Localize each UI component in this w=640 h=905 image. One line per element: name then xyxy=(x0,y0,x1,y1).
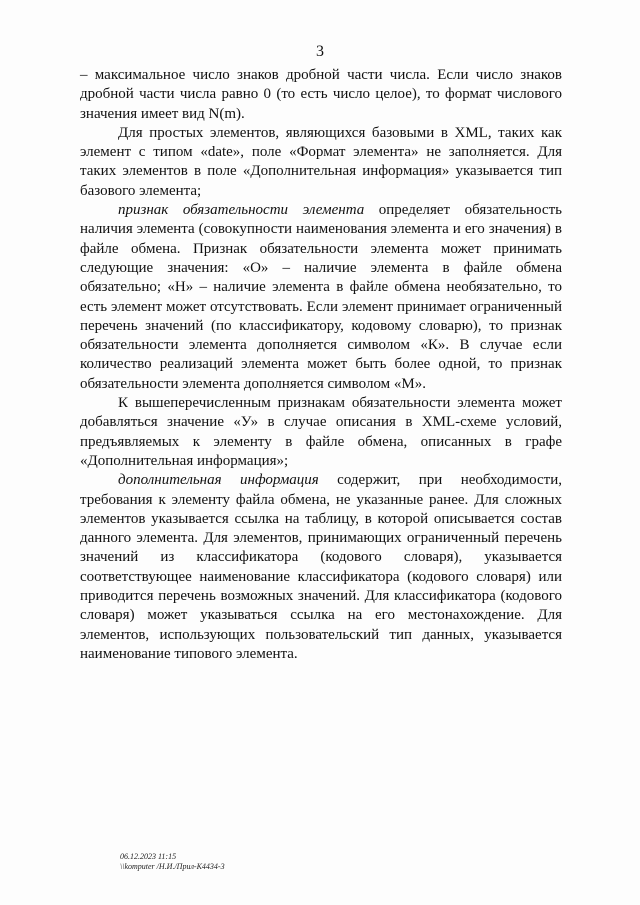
mandatory-flag-text: определяет обязательность наличия элемента (совокупности наименования элемента и его значения) в файле обмена. Признак обязательности элемента может принимать следующие значения: «О» – наличие элемента в файле обмена обязательно; «Н» – наличие элемента в файле обмена необязательно, то есть элемент может отсутствовать. Если элемент принимает ограниченный перечень значений (по классификатору, кодовому словарю), то признак обязательности элемента дополняется символом «К». В случае если количество реализаций элемента может быть более одной, то признак обязательности элемента дополняется символом «М». xyxy=(80,202,562,392)
paragraph-conditional-flag: К вышеперечисленным признакам обязательности элемента может добавляться значение «У» в случае описания в XML-схеме условий, предъявляемых к элементу в файле обмена, описанных в графе «Дополнительная информация»; xyxy=(80,395,562,469)
paragraph-format-description: – максимальное число знаков дробной части числа. Если число знаков дробной части числа равно 0 (то есть число целое), то формат числового значения имеет вид N(m). xyxy=(80,67,562,122)
paragraph-simple-elements: Для простых элементов, являющихся базовыми в XML, таких как элемент с типом «date», поле «Формат элемента» не заполняется. Для таких элементов в поле «Дополнительная информация» указывается тип базового элемента; xyxy=(80,124,562,199)
footer-file-path: \\komputer /Н.И./Прил-К4434-3 xyxy=(120,862,225,871)
footer-timestamp: 06.12.2023 11:15 xyxy=(120,852,177,861)
term-mandatory-flag: признак обязательности элемента xyxy=(118,202,365,219)
paragraph-additional-info xyxy=(80,471,562,664)
document-body xyxy=(80,66,562,664)
additional-info-text: содержит, при необходимости, требования к элементу файла обмена, не указанные ранее. Для сложных элементов указывается ссылка на таблицу, в которой описывается состав данного элемента. Для элементов, принимающих ограниченный перечень значений из классификатора (кодового словаря), указывается соответствующее наименование классификатора (кодового словаря) или приводится перечень возможных значений. Для классификатора (кодового словаря) может указываться ссылка на его местонахождение. Для элементов, использующих пользовательский тип данных, указывается наименование типового элемента. xyxy=(80,472,562,662)
document-footer xyxy=(120,852,225,872)
term-additional-info: дополнительная информация xyxy=(118,472,319,489)
page-number: 3 xyxy=(316,43,324,60)
paragraph-mandatory-flag xyxy=(80,201,562,394)
